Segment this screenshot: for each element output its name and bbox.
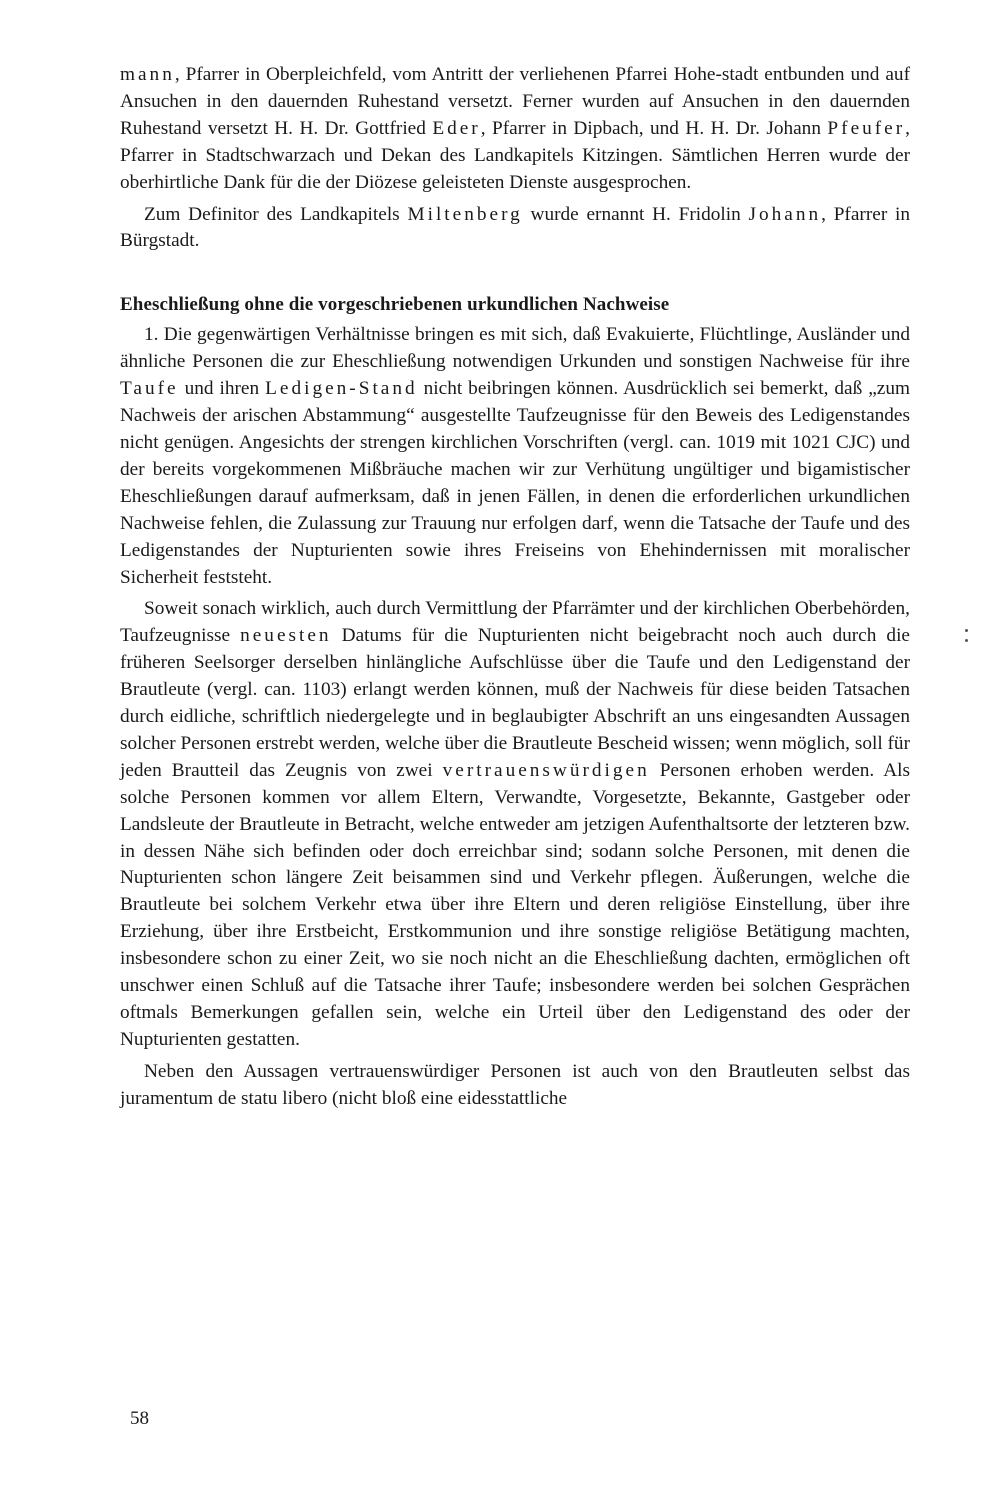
emphasis-taufe: Taufe [120,378,179,400]
text-segment: Soweit sonach wirklich, auch durch Vermittlung der Pfarrämter und der kirchlichen Oberbehörden, Taufzeugnisse [120,598,910,647]
emphasis-vertrauenswuerdigen: vertrauenswürdigen [442,759,650,781]
paragraph-definitor [120,202,910,256]
text-segment: und ihren [178,378,266,400]
text-segment: nicht beibringen können. Ausdrücklich sei bemerkt, daß „zum Nachweis der arischen Abstammung“ ausgestellte Taufzeugnisse für den Beweis des Ledigenstandes nicht genügen. Angesichts der strengen kirchlichen Vorschriften (vergl. can. 1019 mit 1021 CJC) und der bereits vorgekommenen Mißbräuche machen wir zur Verhütung ungültiger und bigamistischer Eheschließungen darauf aufmerksam, daß in jenen Fällen, in denen die erforderlichen urkundlichen Nachweise fehlen, die Zulassung zur Trauung nur erfolgen darf, wenn die Tatsache der Taufe und des Ledigenstandes der Nupturienten sowie ihres Freiseins von Ehehindernissen mit moralischer Sicherheit feststeht. [120,378,910,588]
paragraph-witnesses [120,596,910,1053]
emphasis-neuesten: neuesten [240,625,332,647]
page-number: 58 [130,1408,149,1429]
margin-dots-mark [962,629,970,649]
text-segment: 1. Die gegenwärtigen Verhältnisse bringen es mit sich, daß Evakuierte, Flüchtlinge, Ausländer und ähnliche Personen die zur Eheschließung notwendigen Urkunden und sonstigen Nachweise für ihre [120,324,910,373]
document-page [120,62,910,1113]
paragraph-juramentum: Neben den Aussagen vertrauenswürdiger Personen ist auch von den Brautleuten selbst das juramentum de statu libero (nicht bloß eine eidesstattliche [120,1060,910,1109]
text-segment: , Pfarrer in Stadtschwarzach und Dekan des Landkapitels Kitzingen. Sämtlichen Herren wurde der oberhirtliche Dank für die der Diözese geleisteten Dienste ausgesprochen. [120,117,910,193]
name-pfeufer: Pfeufer [827,117,906,139]
paragraph-retirements [120,62,910,197]
name-miltenberg: Miltenberg [407,203,523,225]
section-heading: Eheschließung ohne die vorgeschriebenen urkundlichen Nachweise [120,294,670,316]
text-segment: , Pfarrer in Bürgstadt. [120,203,910,252]
text-segment: Datums für die Nupturienten nicht beigebracht noch auch durch die früheren Seelsorger derselben hinlängliche Aufschlüsse über die Taufe und den Ledigenstand der Brautleute (vergl. can. 1103) erlangt werden können, muß der Nachweis für diese beiden Tatsachen durch eidliche, schriftlich niedergelegte und in beglaubigter Abschrift an uns eingesandten Aussagen solcher Personen erstrebt werden, welche über die Brautleute Bescheid wissen; wenn möglich, soll für jeden Brautteil das Zeugnis von zwei [120,625,910,781]
text-segment: , Pfarrer in Dipbach, und H. H. Dr. Johann [480,117,828,139]
paragraph-section-1 [120,322,910,591]
name-mann: mann [120,64,175,85]
text-segment: Zum Definitor des Landkapitels [144,203,408,225]
text-segment: , Pfarrer in Oberpleichfeld, vom Antritt der verliehenen Pfarrei Hohe-stadt entbunden und auf Ansuchen in den dauernden Ruhestand versetzt. Ferner wurden auf Ansuchen in den dauernden Ruhestand versetzt H. H. Dr. Gottfried [120,64,910,139]
text-segment: wurde ernannt H. Fridolin [522,203,749,225]
text-segment: Personen erhoben werden. Als solche Personen kommen vor allem Eltern, Verwandte, Vorgesetzte, Bekannte, Gastgeber oder Landsleute der Brautleute in Betracht, welche entweder am jetzigen Aufenthaltsorte der letzteren bzw. in dessen Nähe sich befinden oder doch erreichbar sind; sodann solche Personen, mit denen die Nupturienten schon längere Zeit beisammen sind und Verkehr pflegen. Äußerungen, welche die Brautleute bei solchem Verkehr etwa über ihre Eltern und deren religiöse Einstellung, über ihre Erziehung, über ihre Erstbeicht, Erstkommunion und ihre sonstige religiöse Betätigung machten, insbesondere schon zu einer Zeit, wo sie noch nicht an die Eheschließung dachten, ermöglichen oft unschwer einen Schluß auf die Tatsache ihrer Taufe; insbesondere werden bei solchen Gesprächen oftmals Bemerkungen gefallen sein, welche ein Urteil über den Ledigenstand des oder der Nupturienten gestatten. [120,759,910,1050]
emphasis-ledigen-stand: Ledigen-Stand [265,378,418,400]
name-eder: Eder [432,117,481,139]
name-johann: Johann [748,203,822,225]
